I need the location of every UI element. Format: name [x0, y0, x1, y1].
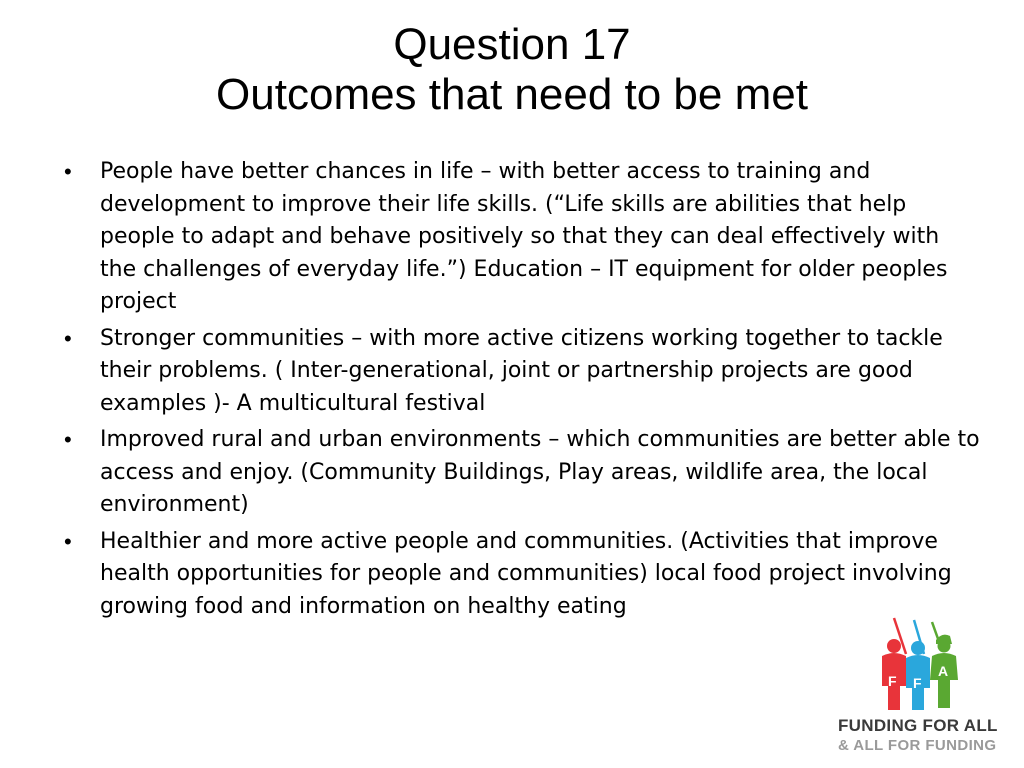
logo-name-line-2: & ALL FOR FUNDING [838, 737, 997, 754]
title-line-1: Question 17 [393, 20, 631, 69]
bullet-text: Improved rural and urban environments – which communities are better able to access and enjoy. (Community Buildings, Play areas, wildlife area, the local environment) [100, 427, 980, 517]
bullet-item [60, 323, 980, 421]
bullet-list [60, 156, 980, 627]
bullet-marker: • [64, 159, 72, 184]
bullet-marker: • [64, 427, 72, 452]
logo-letter-f1: F [888, 673, 897, 689]
bullet-marker: • [64, 325, 72, 351]
logo-letters [836, 614, 1016, 714]
logo-letter-f2: F [913, 675, 922, 691]
bullet-text: Stronger communities – with more active citizens working together to tackle their problems. ( Inter-generational, joint or partnership projects are good examples )- A multicultural festival [100, 325, 943, 416]
bullet-item [60, 156, 980, 319]
bullet-item [60, 424, 980, 522]
slide-title [0, 20, 1024, 120]
logo-letter-a: A [938, 663, 949, 679]
bullet-item [60, 526, 980, 624]
title-line-2: Outcomes that need to be met [216, 70, 808, 119]
bullet-marker: • [64, 528, 72, 554]
bullet-text: People have better chances in life – with better access to training and development to improve their life skills. (“Life skills are abilities that help people to adapt and behave positively so that they can deal effectively with the challenges of everyday life.”) Education – IT equipment for older peoples project [100, 159, 948, 314]
bullet-text: Healthier and more active people and communities. (Activities that improve health opportunities for people and communities) local food project involving growing food and information on healthy eating [100, 528, 952, 619]
logo-name-line-1: FUNDING FOR ALL [838, 716, 998, 735]
